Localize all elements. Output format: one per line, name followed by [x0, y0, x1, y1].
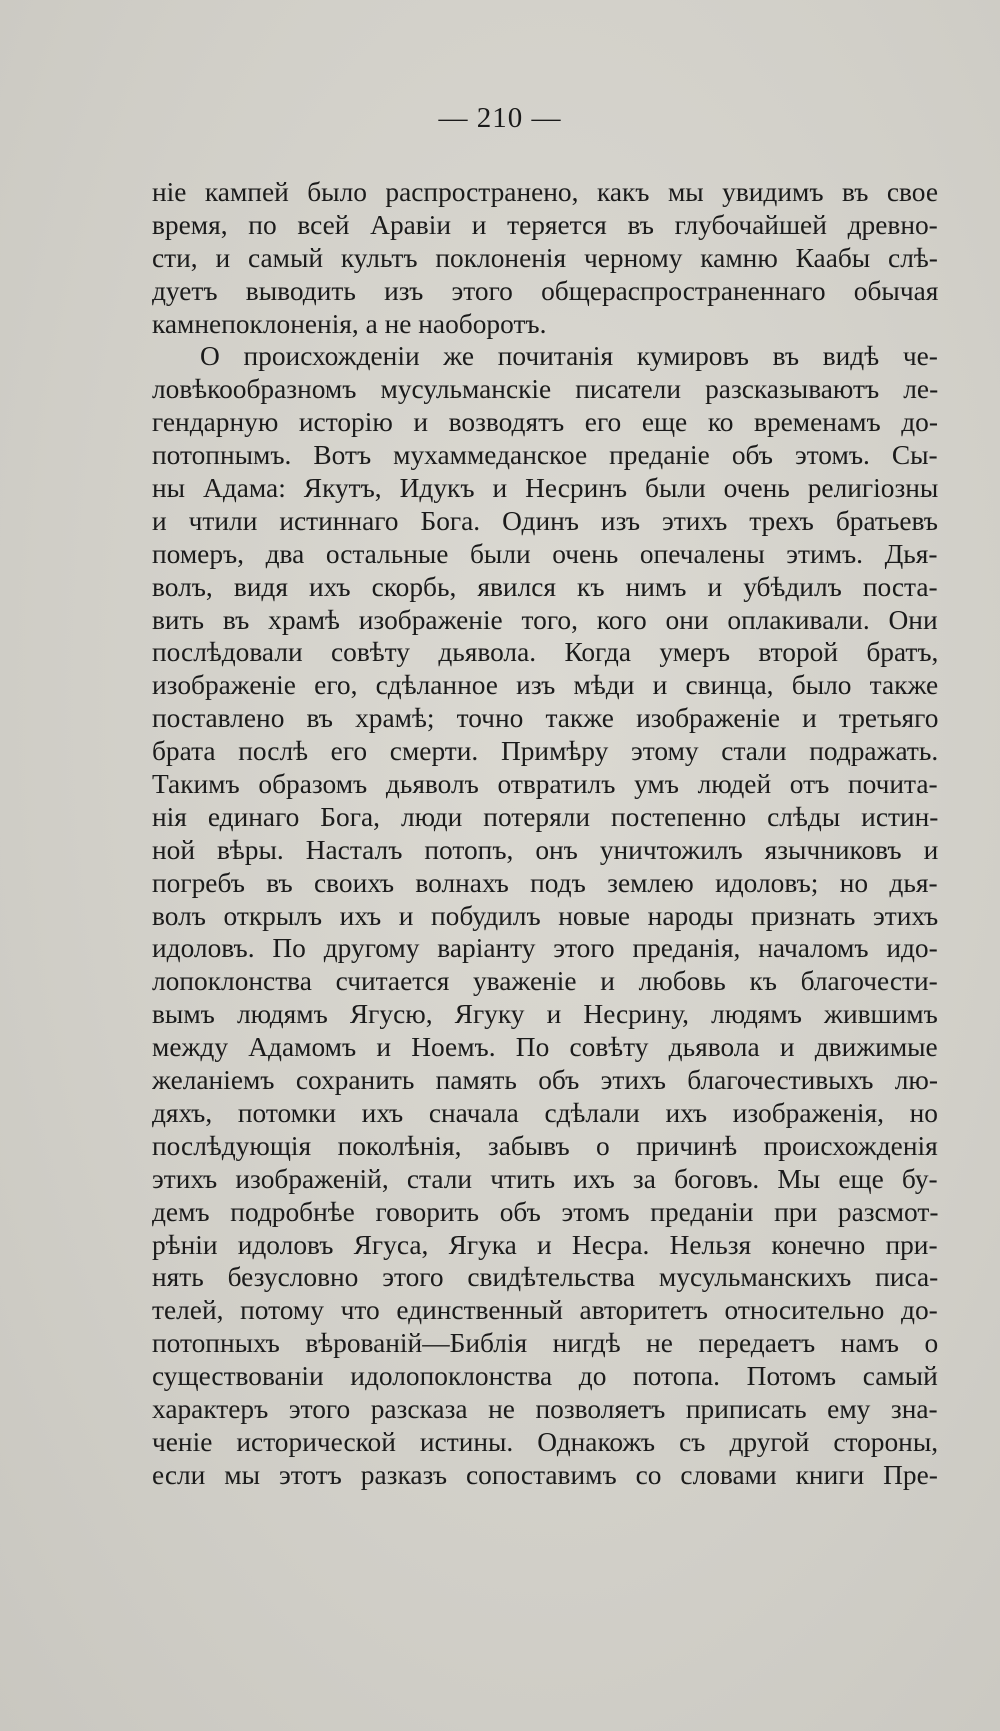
text-line: сти, и самый культъ поклоненія черному камню Каабы слѣ-	[152, 242, 938, 273]
text-line: дуетъ выводить изъ этого общераспространеннаго обычая	[152, 275, 938, 306]
text-line: брата послѣ его смерти. Примѣру этому стали подражать.	[152, 736, 938, 767]
text-line: желаніемъ сохранить память объ этихъ благочестивыхъ лю-	[152, 1065, 938, 1096]
text-line: камнепоклоненія, а не наоборотъ.	[152, 308, 547, 339]
text-line: демъ подробнѣе говорить объ этомъ преданіи при разсмот-	[152, 1196, 938, 1227]
text-line: телей, потому что единственный авторитетъ относительно до-	[152, 1295, 938, 1326]
text-line: послѣдующія поколѣнія, забывъ о причинѣ происхожденія	[152, 1130, 938, 1161]
text-line: погребъ въ своихъ волнахъ подъ землею идоловъ; но дья-	[152, 867, 938, 898]
text-line: ніе кампей было распространено, какъ мы увидимъ въ свое	[152, 177, 938, 207]
text-line: нять безусловно этого свидѣтельства мусульманскихъ писа-	[152, 1262, 938, 1293]
text-line: время, по всей Аравіи и теряется въ глубочайшей древно-	[152, 209, 938, 240]
text-line: ны Адама: Якутъ, Идукъ и Несринъ были очень религіозны	[152, 473, 938, 504]
text-line: нія единаго Бога, люди потеряли постепенно слѣды истин-	[152, 801, 938, 832]
text-line: дяхъ, потомки ихъ сначала сдѣлали ихъ изображенія, но	[152, 1097, 938, 1128]
text-line: О происхожденіи же почитанія кумировъ въ видѣ че-	[200, 341, 938, 372]
text-line: ченіе исторической истины. Однакожъ съ другой стороны,	[152, 1426, 938, 1457]
text-line: послѣдовали совѣту дьявола. Когда умеръ второй братъ,	[152, 637, 938, 668]
text-line: потопныхъ вѣрованій—Библія нигдѣ не передаетъ намъ о	[152, 1328, 938, 1359]
text-line: поставлено въ храмѣ; точно также изображеніе и третьяго	[152, 703, 938, 734]
text-line: если мы этотъ разказъ сопоставимъ со словами книги Пре-	[152, 1459, 938, 1490]
text-line: волъ, видя ихъ скорбь, явился къ нимъ и убѣдилъ поста-	[152, 571, 938, 602]
text-line: вымъ людямъ Ягусю, Ягуку и Несрину, людямъ жившимъ	[152, 999, 938, 1030]
text-line: ловѣкообразномъ мусульманскіе писатели разсказываютъ ле-	[152, 374, 938, 405]
text-line: рѣніи идоловъ Ягуса, Ягука и Несра. Нельзя конечно при-	[152, 1229, 938, 1260]
text-line: этихъ изображеній, стали чтить ихъ за боговъ. Мы еще бу-	[152, 1163, 938, 1194]
body-text	[152, 176, 938, 1492]
text-line: Такимъ образомъ дьяволъ отвратилъ умъ людей отъ почита-	[152, 769, 938, 800]
text-line: волъ открылъ ихъ и побудилъ новые народы признать этихъ	[152, 900, 938, 931]
text-line: потопнымъ. Вотъ мухаммеданское преданіе объ этомъ. Сы-	[152, 440, 938, 471]
text-line: ной вѣры. Насталъ потопъ, онъ уничтожилъ язычниковъ и	[152, 834, 938, 865]
text-line: характеръ этого разсказа не позволяетъ приписать ему зна-	[152, 1393, 938, 1424]
text-line: существованіи идолопоклонства до потопа. Потомъ самый	[152, 1361, 938, 1392]
text-line: между Адамомъ и Ноемъ. По совѣту дьявола и движимые	[152, 1032, 938, 1063]
text-line: гендарную исторію и возводятъ его еще ко временамъ до-	[152, 407, 938, 438]
text-line: изображеніе его, сдѣланное изъ мѣди и свинца, было также	[152, 670, 938, 701]
text-line: вить въ храмѣ изображеніе того, кого они оплакивали. Они	[152, 604, 938, 635]
page-number: — 210 —	[438, 102, 562, 134]
text-line: померъ, два остальные были очень опечалены этимъ. Дья-	[152, 538, 938, 569]
text-line: и чтили истиннаго Бога. Одинъ изъ этихъ трехъ братьевъ	[152, 505, 938, 536]
text-line: идоловъ. По другому варіанту этого преданія, началомъ идо-	[152, 933, 938, 964]
text-line: лопоклонства считается уваженіе и любовь къ благочести-	[152, 966, 938, 997]
